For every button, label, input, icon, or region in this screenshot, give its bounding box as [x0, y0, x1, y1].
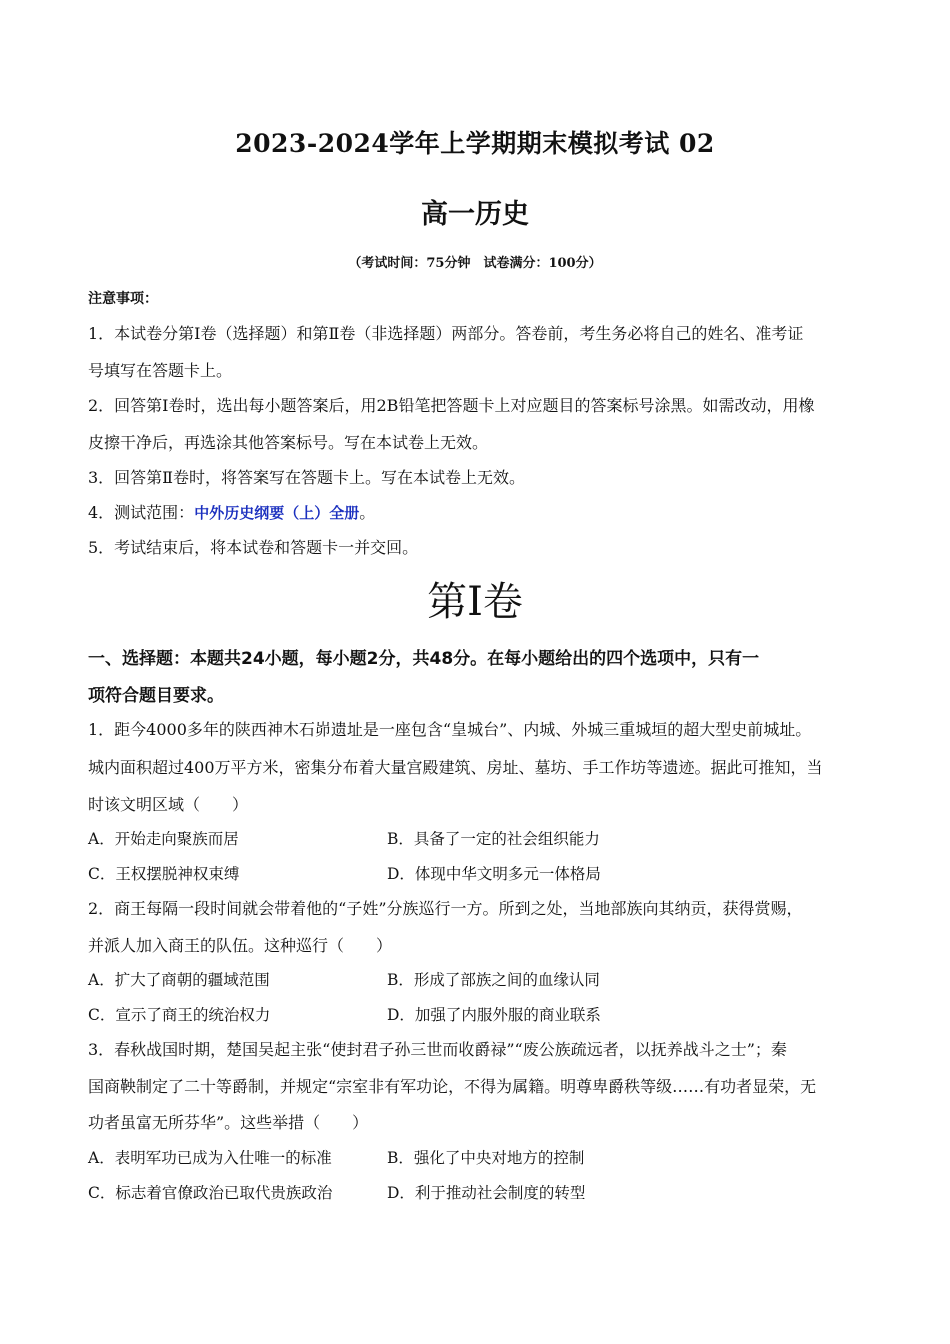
question-3-option-a: A．表明军功已成为入仕唯一的标准 [88, 1149, 332, 1167]
notes-heading: 注意事项： [88, 291, 158, 307]
note-1-line-1: 1．本试卷分第Ⅰ卷（选择题）和第Ⅱ卷（非选择题）两部分。答卷前，考生务必将自己的姓名、准考证 [88, 324, 804, 343]
question-1-line-1: 1．距今4000多年的陕西神木石峁遗址是一座包含“皇城台”、内城、外城三重城垣的超大型史前城址。 [88, 720, 812, 739]
exam-meta: （考试时间：75分钟 试卷满分：100分） [348, 256, 602, 271]
question-1-option-d: D．体现中华文明多元一体格局 [387, 865, 601, 883]
question-2-option-a: A．扩大了商朝的疆域范围 [88, 971, 270, 989]
question-2-option-d: D．加强了内服外服的商业联系 [387, 1006, 601, 1024]
section-title: 第Ⅰ卷 [427, 579, 523, 625]
note-4 [88, 500, 862, 523]
note-4-suffix: 。 [359, 503, 376, 522]
question-1-line-2: 城内面积超过400万平方米，密集分布着大量宫殿建筑、房址、墓坊、手工作坊等遗迹。据此可推知，当 [88, 758, 823, 777]
subject-title: 高一历史 [421, 199, 529, 230]
question-3-option-d: D．利于推动社会制度的转型 [387, 1184, 586, 1202]
note-5: 5．考试结束后，将本试卷和答题卡一并交回。 [88, 538, 419, 557]
question-2-line-2: 并派人加入商王的队伍。这种巡行（ ） [88, 936, 393, 955]
exam-title: 2023-2024学年上学期期末模拟考试 02 [235, 129, 715, 158]
question-1-option-c: C．王权摆脱神权束缚 [88, 865, 240, 883]
note-1-line-2: 号填写在答题卡上。 [88, 361, 233, 380]
question-2-line-1: 2．商王每隔一段时间就会带着他的“子姓”分族巡行一方。所到之处，当地部族向其纳贡，获得赏赐， [88, 899, 803, 918]
question-1-line-3: 时该文明区域（ ） [88, 795, 249, 814]
note-2-line-2: 皮擦干净后，再选涂其他答案标号。写在本试卷上无效。 [88, 433, 489, 452]
part-heading-line-1: 一、选择题：本题共24小题，每小题2分，共48分。在每小题给出的四个选项中，只有一 [88, 649, 760, 669]
note-4-prefix: 4．测试范围： [88, 503, 195, 522]
question-1-option-b: B．具备了一定的社会组织能力 [387, 830, 600, 848]
question-3-option-b: B．强化了中央对地方的控制 [387, 1149, 585, 1167]
question-3-line-2: 国商鞅制定了二十等爵制，并规定“宗室非有军功论，不得为属籍。明尊卑爵秩等级……有功者显荣，无 [88, 1077, 817, 1096]
note-3: 3．回答第Ⅱ卷时，将答案写在答题卡上。写在本试卷上无效。 [88, 468, 526, 487]
test-scope: 中外历史纲要（上）全册 [194, 504, 360, 522]
question-3-option-c: C．标志着官僚政治已取代贵族政治 [88, 1184, 333, 1202]
question-3-line-1: 3．春秋战国时期，楚国吴起主张“使封君子孙三世而收爵禄”“废公族疏远者，以抚养战斗之士”；秦 [88, 1040, 787, 1059]
note-2-line-1: 2．回答第Ⅰ卷时，选出每小题答案后，用2B铅笔把答题卡上对应题目的答案标号涂黑。如需改动，用橡 [88, 396, 815, 415]
question-3-line-3: 功者虽富无所芬华”。这些举措（ ） [88, 1113, 369, 1132]
question-1-option-a: A．开始走向聚族而居 [88, 830, 239, 848]
part-heading-line-2: 项符合题目要求。 [88, 686, 224, 706]
question-2-option-c: C．宣示了商王的统治权力 [88, 1006, 271, 1024]
question-2-option-b: B．形成了部族之间的血缘认同 [387, 971, 600, 989]
